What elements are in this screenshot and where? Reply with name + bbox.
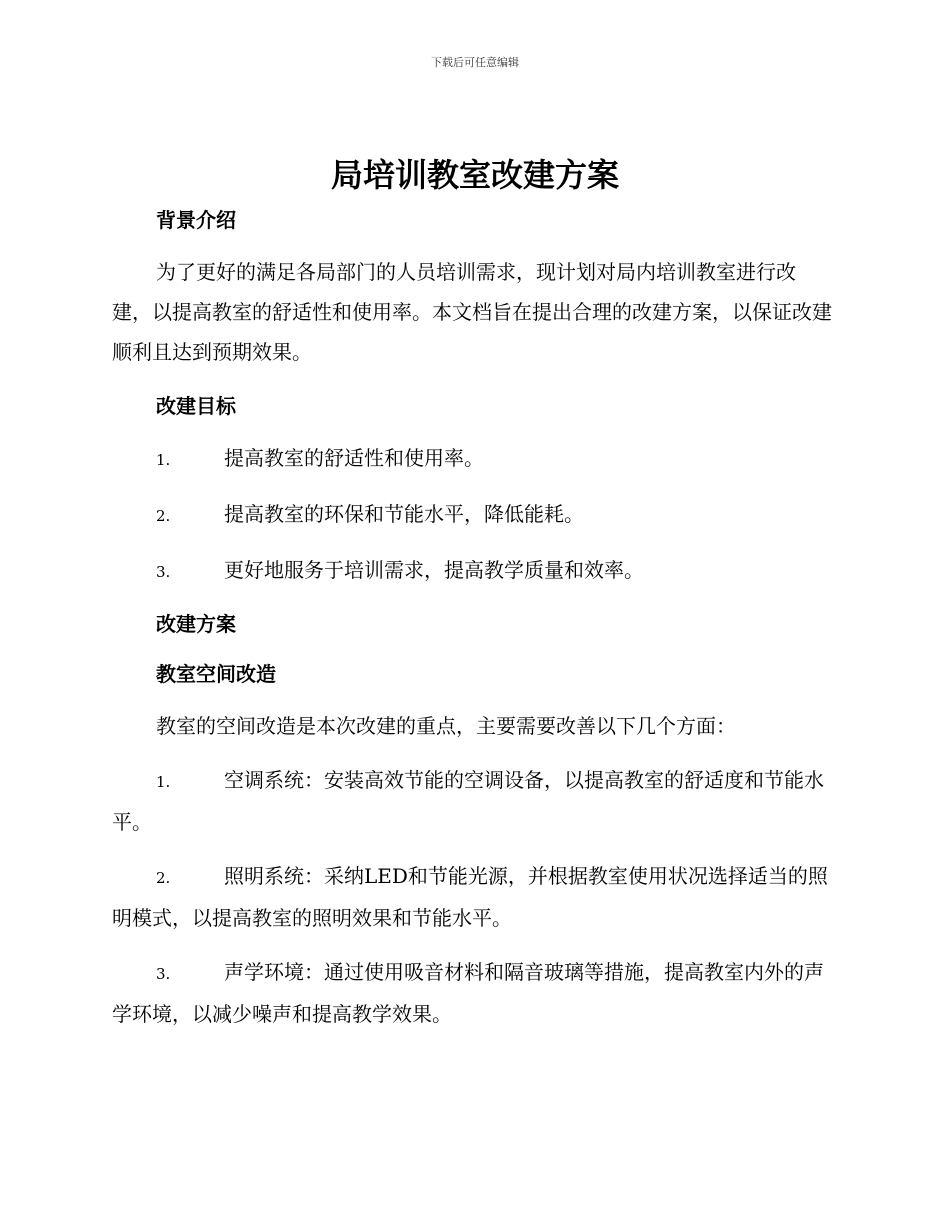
list-number: 3. [156, 563, 171, 581]
background-paragraph: 为了更好的满足各局部门的人员培训需求，现计划对局内培训教室进行改建，以提高教室的舒适性和使用率。本文档旨在提出合理的改建方案，以保证改建顺利且达到预期效果。 [112, 260, 832, 364]
plan-list-item [112, 952, 834, 1034]
list-text: 声学环境：通过使用吸音材料和隔音玻璃等措施，提高教室内外的声学环境，以减少噪声和提高教学效果。 [112, 960, 824, 1026]
list-text: 提高教室的环保和节能水平，降低能耗。 [224, 502, 584, 526]
list-text: 提高教室的舒适性和使用率。 [224, 446, 484, 470]
goal-list-item [112, 438, 834, 480]
list-text: 更好地服务于培训需求，提高教学质量和效率。 [224, 558, 644, 582]
goal-list-item [112, 550, 834, 592]
list-text: 照明系统：采纳LED和节能光源，并根据教室使用状况选择适当的照明模式，以提高教室的照明效果和节能水平。 [112, 864, 828, 930]
plan-intro-paragraph: 教室的空间改造是本次改建的重点，主要需要改善以下几个方面： [156, 714, 736, 738]
plan-list-item [112, 856, 834, 938]
section-heading-background: 背景介绍 [156, 208, 236, 232]
list-number: 3. [156, 965, 171, 983]
subsection-heading-space: 教室空间改造 [156, 662, 276, 686]
list-number: 2. [156, 507, 171, 525]
goal-list-item [112, 494, 834, 536]
plan-list-item [112, 760, 834, 842]
list-number: 1. [156, 451, 171, 469]
section-heading-plan: 改建方案 [156, 612, 236, 636]
page-header-note: 下载后可任意编辑 [431, 56, 519, 69]
document-body [112, 202, 834, 1034]
document-title: 局培训教室改建方案 [330, 156, 619, 194]
section-heading-goals: 改建目标 [156, 394, 236, 418]
list-number: 1. [156, 773, 171, 791]
list-text: 空调系统：安装高效节能的空调设备，以提高教室的舒适度和节能水平。 [112, 768, 824, 834]
list-number: 2. [156, 869, 171, 887]
